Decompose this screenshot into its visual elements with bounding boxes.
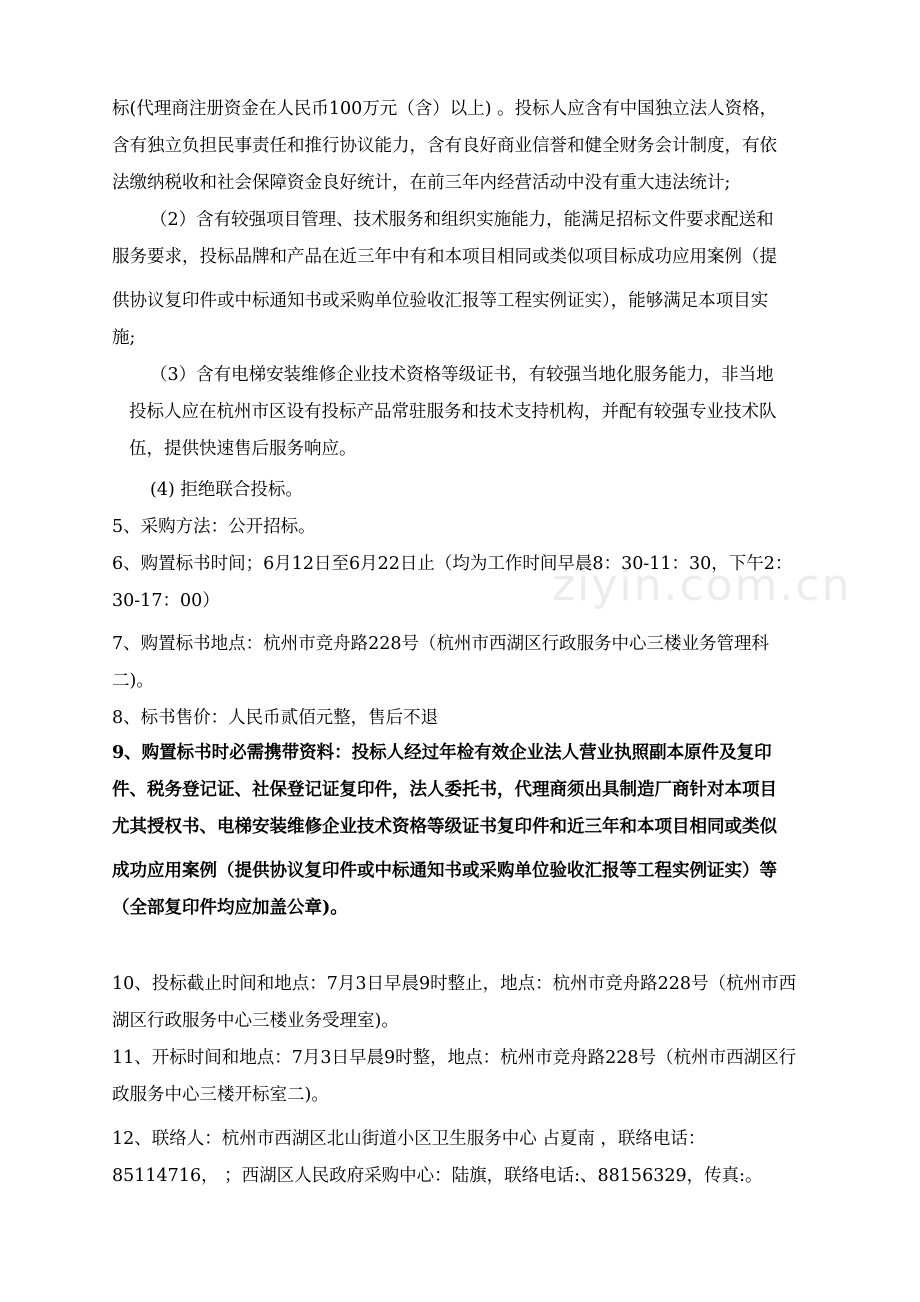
text-line: 12、联络人：杭州市西湖区北山街道小区卫生服务中心 占夏南 ，联络电话： [112, 1129, 706, 1149]
text-line: 30-17：00） [112, 591, 220, 611]
text-line: 伍，提供快速售后服务响应。 [129, 439, 357, 459]
text-line-bold: （全部复印件均应加盖公章)。 [112, 898, 348, 918]
text-line-bold: 尤其授权书、电梯安装维修企业技术资格等级证书复印件和近三年和本项目相同或类似 [112, 817, 777, 837]
text-line: 服务要求，投标品牌和产品在近三年中有和本项目相同或类似项目标成功应用案例（提 [112, 247, 777, 267]
text-line: 10、投标截止时间和地点：7月3日早晨9时整止，地点：杭州市竞舟路228号（杭州市西 [112, 974, 797, 994]
text-line-bold: 9、购置标书时必需携带资料：投标人经过年检有效企业法人营业执照副本原件及复印 [112, 743, 772, 763]
text-line-bold: 成功应用案例（提供协议复印件或中标通知书或采购单位验收汇报等工程实例证实）等 [112, 861, 777, 881]
text-line: 含有独立负担民事责任和推行协议能力，含有良好商业信誉和健全财务会计制度，有依 [112, 136, 777, 156]
text-line: 施; [112, 328, 136, 348]
text-line: 11、开标时间和地点：7月3日早晨9时整，地点：杭州市竞舟路228号（杭州市西湖区行 [112, 1048, 797, 1068]
text-line: 8、标书售价：人民币贰佰元整，售后不退 [112, 708, 439, 728]
text-line: 85114716， ；西湖区人民政府采购中心：陆旗，联络电话:、88156329，传真:。 [112, 1166, 763, 1186]
text-line: 5、采购方法：公开招标。 [112, 517, 316, 537]
text-line: 法缴纳税收和社会保障资金良好统计，在前三年内经营活动中没有重大违法统计; [112, 173, 731, 193]
text-line: 7、购置标书地点：杭州市竞舟路228号（杭州市西湖区行政服务中心三楼业务管理科 [112, 634, 770, 654]
text-line: （3）含有电梯安装维修企业技术资格等级证书，有较强当地化服务能力，非当地 [150, 365, 774, 385]
text-line: 湖区行政服务中心三楼业务受理室)。 [112, 1011, 399, 1031]
text-line: （2）含有较强项目管理、技术服务和组织实施能力，能满足招标文件要求配送和 [150, 210, 774, 230]
text-line: 供协议复印件或中标通知书或采购单位验收汇报等工程实例证实），能够满足本项目实 [112, 291, 769, 311]
text-line: (4) 拒绝联合投标。 [150, 480, 303, 500]
text-line: 投标人应在杭州市区设有投标产品常驻服务和技术支持机构，并配有较强专业技术队 [129, 402, 777, 422]
watermark: ziyin.com.cn [552, 560, 852, 611]
text-line: 政服务中心三楼开标室二)。 [112, 1085, 329, 1105]
text-line: 二)。 [112, 671, 154, 691]
text-line: 标(代理商注册资金在人民币100万元（含）以上) 。投标人应含有中国独立法人资格， [112, 99, 778, 119]
text-line: 6、购置标书时间；6月12日至6月22日止（均为工作时间早晨8：30-11：30，下午2： [112, 554, 793, 574]
text-line-bold: 件、税务登记证、社保登记证复印件，法人委托书，代理商须出具制造厂商针对本项目 [112, 780, 777, 800]
